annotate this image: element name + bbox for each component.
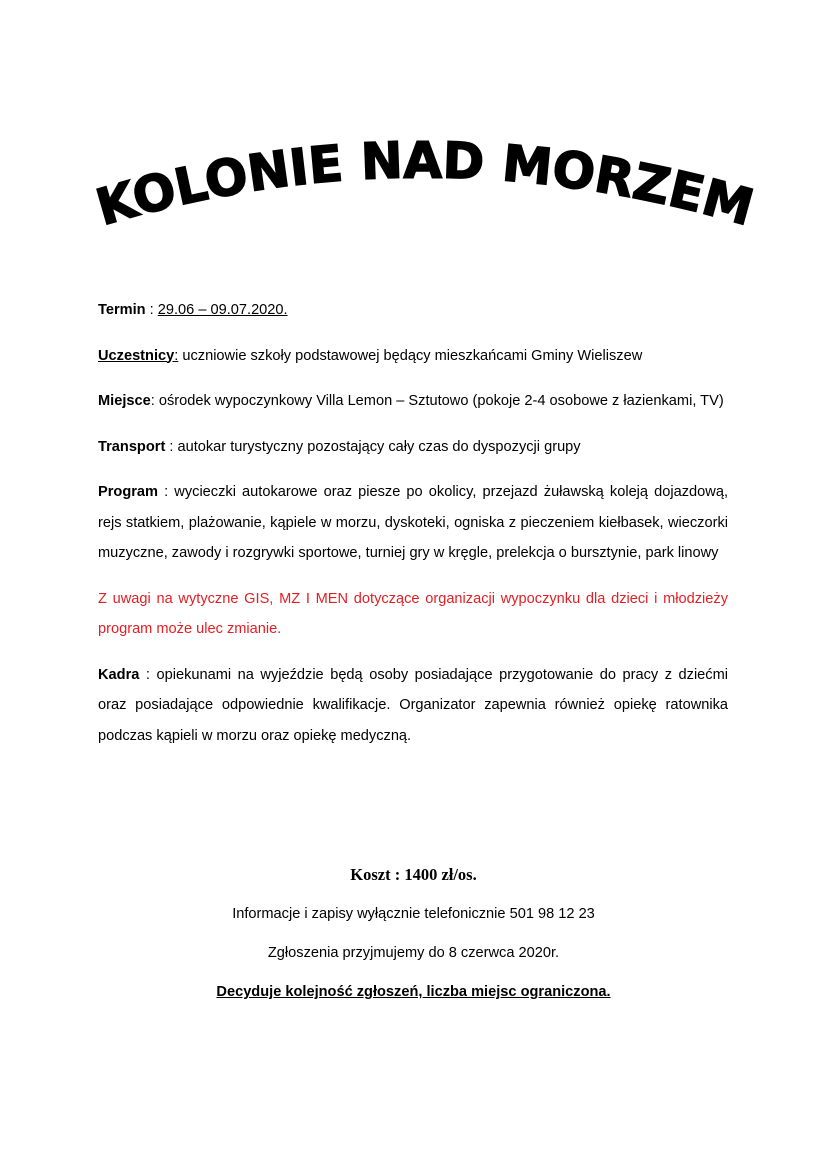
footer-section xyxy=(0,860,827,1007)
transport-label: Transport xyxy=(98,438,166,455)
miejsce-value: : ośrodek wypoczynkowy Villa Lemon – Sztutowo (pokoje 2-4 osobowe z łazienkami, TV) xyxy=(150,393,724,409)
termin-sep: : xyxy=(145,302,158,318)
contact-line: Informacje i zapisy wyłącznie telefonicznie 501 98 12 23 xyxy=(232,906,595,922)
details-section xyxy=(98,295,728,751)
headline-art xyxy=(0,120,827,240)
miejsce-line xyxy=(98,386,728,417)
uczestnicy-line xyxy=(98,341,728,372)
uczestnicy-value: uczniowie szkoły podstawowej będący mieszkańcami Gminy Wieliszew xyxy=(178,347,643,364)
miejsce-label: Miejsce xyxy=(98,393,151,409)
warning-note: Z uwagi na wytyczne GIS, MZ I MEN dotyczące organizacji wypoczynku dla dzieci i młodzieży program może ulec zmianie. xyxy=(98,590,728,637)
headline-textpath: KOLONIE NAD MORZEM xyxy=(89,131,760,238)
kadra-line xyxy=(98,660,728,752)
uczestnicy-sep: : xyxy=(174,347,179,364)
program-label: Program xyxy=(98,484,159,500)
headline xyxy=(0,120,827,240)
cost-line: Koszt : 1400 zł/os. xyxy=(350,865,477,884)
termin-label: Termin xyxy=(98,302,146,318)
kadra-label: Kadra xyxy=(98,666,140,683)
program-value: : wycieczki autokarowe oraz piesze po okolicy, przejazd żuławską koleją dojazdową, rejs statkiem, plażowanie, kąpiele w morzu, dyskoteki, ogniska z pieczeniem kiełbasek, wieczorki muzyczne, zawody i rozgrywki sportowe, turniej gry w kręgle, prelekcja o bursztynie, park linowy xyxy=(98,484,728,561)
decide-line: Decyduje kolejność zgłoszeń, liczba miejsc ograniczona. xyxy=(216,984,611,1000)
headline-text xyxy=(90,131,760,237)
kadra-value: : opiekunami na wyjeździe będą osoby posiadające przygotowanie do pracy z dziećmi oraz posiadające odpowiednie kwalifikacje. Organizator zapewnia również opiekę ratownika podczas kąpieli w morzu oraz opiekę medyczną. xyxy=(98,666,728,744)
termin-value: 29.06 – 09.07.2020. xyxy=(157,302,288,318)
program-line xyxy=(98,477,728,569)
termin-line xyxy=(98,295,728,326)
deadline-line: Zgłoszenia przyjmujemy do 8 czerwca 2020r. xyxy=(267,945,560,961)
transport-line xyxy=(98,432,728,463)
transport-value: : autokar turystyczny pozostający cały czas do dyspozycji grupy xyxy=(165,438,581,455)
uczestnicy-label: Uczestnicy xyxy=(98,347,175,364)
